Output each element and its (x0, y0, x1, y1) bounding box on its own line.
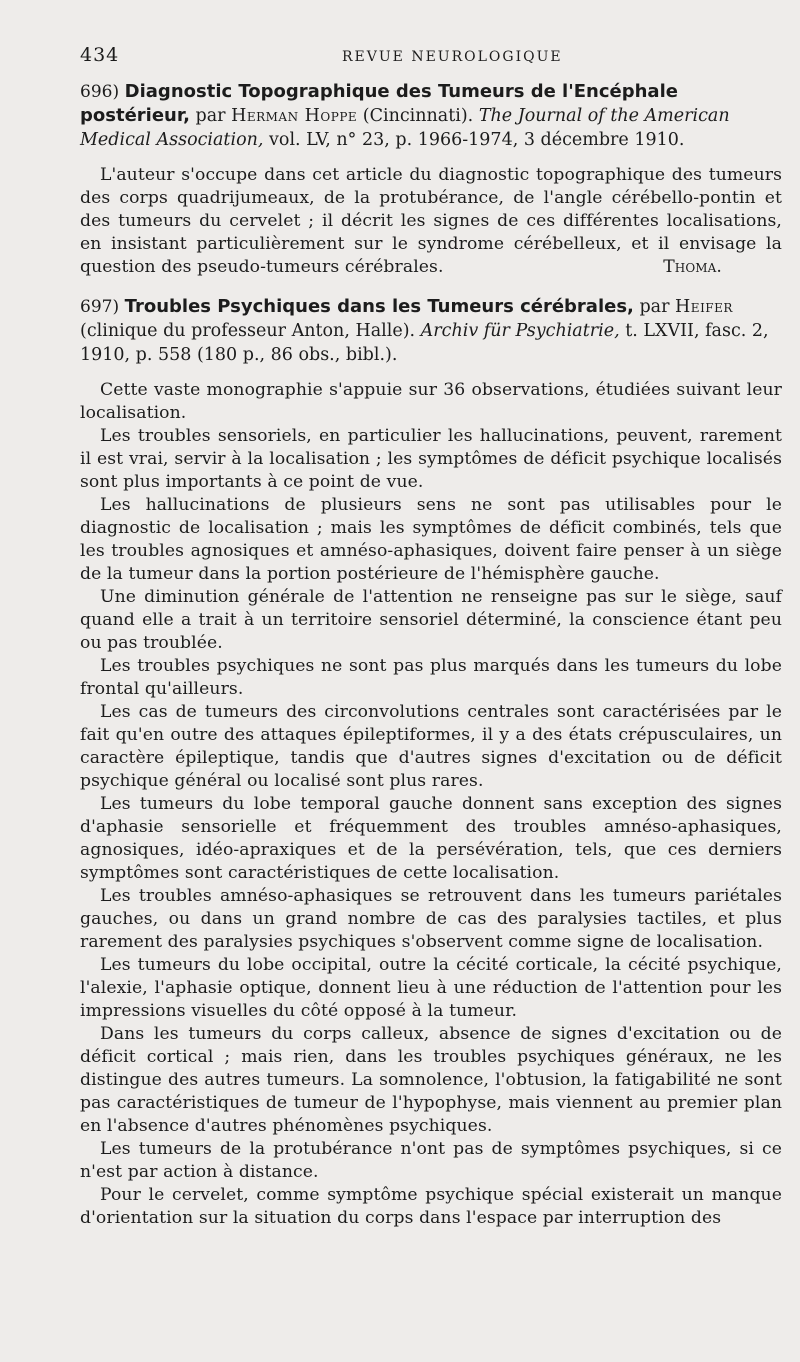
article-697 (80, 295, 782, 1230)
paragraph: Pour le cervelet, comme symptôme psychique spécial existerait un manque d'orientation sur la situation du corps dans l'espace par interruption des (80, 1185, 782, 1228)
paragraph: Les cas de tumeurs des circonvolutions centrales sont caractérisées par le fait qu'en outre des attaques épileptiformes, il y a des états crépusculaires, un caractère épileptique, tandis que d'autres signes d'excitation ou de déficit psychique général ou localisé sont plus rares. (80, 702, 782, 791)
paragraph: Cette vaste monographie s'appuie sur 36 observations, étudiées suivant leur localisation. (80, 380, 782, 423)
by-word: par (195, 106, 226, 126)
reviewer-signature: Thoma. (663, 257, 722, 277)
paragraph: Les troubles psychiques ne sont pas plus marqués dans les tumeurs du lobe frontal qu'ailleurs. (80, 656, 782, 699)
paragraph: Les troubles sensoriels, en particulier les hallucinations, peuvent, rarement il est vrai, servir à la localisation ; les symptômes de déficit psychique localisés sont plus importants à ce point de vue. (80, 426, 782, 492)
author-name: Heifer (675, 297, 733, 317)
article-696-header (80, 80, 782, 152)
journal-name: REVUE NEUROLOGIQUE (342, 49, 563, 65)
article-number: 697) (80, 297, 120, 317)
article-number: 696) (80, 82, 120, 102)
source-journal: The Journal of the American Medical Association, (80, 106, 730, 150)
source-reference: vol. LV, n° 23, p. 1966-1974, 3 décembre 1910. (269, 130, 685, 150)
author-city: (Cincinnati). (362, 106, 474, 126)
source-reference: t. LXVII, fasc. 2, 1910, p. 558 (180 p., 86 obs., bibl.). (80, 321, 769, 365)
article-title: Troubles Psychiques dans les Tumeurs cérébrales, (124, 296, 634, 317)
by-word: par (639, 297, 670, 317)
article-title: Diagnostic Topographique des Tumeurs de l'Encéphale postérieur, (80, 81, 678, 126)
article-697-body (80, 379, 782, 1230)
paragraph: Une diminution générale de l'attention ne renseigne pas sur le siège, sauf quand elle a trait à un territoire sensoriel déterminé, la conscience étant peu ou pas troublée. (80, 587, 782, 653)
article-697-header (80, 295, 782, 367)
article-696-body (80, 164, 782, 279)
source-journal: Archiv für Psychiatrie, (420, 321, 620, 341)
paragraph: Les tumeurs de la protubérance n'ont pas de symptômes psychiques, si ce n'est par action à distance. (80, 1139, 782, 1182)
paragraph: Les troubles amnéso-aphasiques se retrouvent dans les tumeurs pariétales gauches, ou dans un grand nombre de cas des paralysies tactiles, et plus rarement des paralysies psychiques s'observent comme signe de localisation. (80, 886, 782, 952)
paragraph: L'auteur s'occupe dans cet article du diagnostic topographique des tumeurs des corps quadrijumeaux, de la protubérance, de l'angle cérébello-pontin et des tumeurs du cervelet ; il décrit les signes de ces différentes localisations, en insistant particulièrement sur le syndrome cérébelleux, et il envisage la question des pseudo-tumeurs cérébrales. (80, 165, 782, 277)
paragraph: Les tumeurs du lobe temporal gauche donnent sans exception des signes d'aphasie sensorielle et fréquemment des troubles amnéso-aphasiques, agnosiques, idéo-apraxiques et de la persévération, tels, que ces derniers symptômes sont caractéristiques de cette localisation. (80, 794, 782, 883)
author-name: Herman Hoppe (231, 106, 358, 126)
running-head (80, 44, 782, 74)
paragraph: Les tumeurs du lobe occipital, outre la cécité corticale, la cécité psychique, l'alexie, l'aphasie optique, donnent lieu à une réduction de l'attention pour les impressions visuelles du côté opposé à la tumeur. (80, 955, 782, 1021)
page-number: 434 (80, 44, 120, 66)
paragraph: Les hallucinations de plusieurs sens ne sont pas utilisables pour le diagnostic de localisation ; mais les symptômes de déficit combinés, tels que les troubles agnosiques et amnéso-aphasiques, doivent faire penser à un siège de la tumeur dans la portion postérieure de l'hémisphère gauche. (80, 495, 782, 584)
author-affiliation: (clinique du professeur Anton, Halle). (80, 321, 416, 341)
paragraph: Dans les tumeurs du corps calleux, absence de signes d'excitation ou de déficit cortical ; mais rien, dans les troubles psychiques généraux, ne les distingue des autres tumeurs. La somnolence, l'obtusion, la fatigabilité ne sont pas caractéristiques de tumeur de l'hypophyse, mais viennent au premier plan en l'absence d'autres phénomènes psychiques. (80, 1024, 782, 1136)
